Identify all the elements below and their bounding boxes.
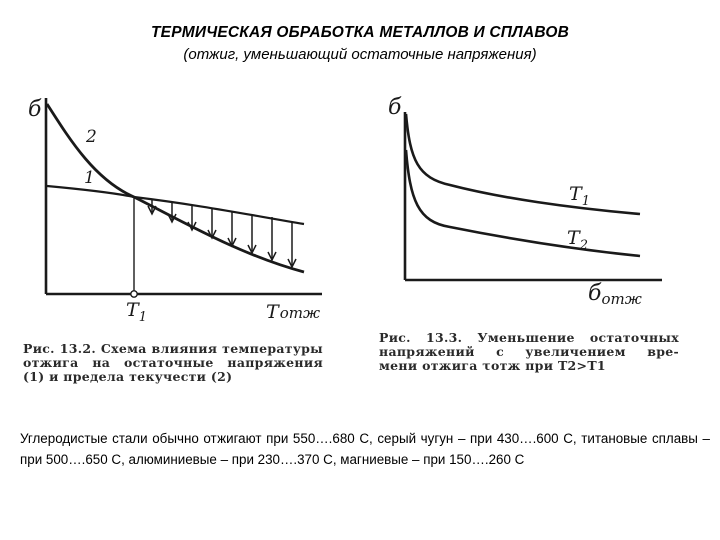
fig1-caption-line: (1) и предела текучести (2) (23, 369, 233, 384)
fig2-caption (379, 331, 679, 373)
fig2-curve-t1 (406, 114, 640, 214)
fig2-y-axis-label: б (388, 95, 402, 120)
fig2-caption-line: напряжений с увеличением вре- (379, 344, 679, 359)
fig1-t1-label: $T_1$ (126, 299, 147, 325)
figure-1 (28, 97, 322, 325)
fig1-curve-2-label: 2 (86, 127, 97, 147)
fig2-x-axis-label: ботж (588, 281, 642, 308)
fig1-curve-1-label: 1 (84, 168, 95, 188)
fig1-y-axis-label: б (28, 97, 42, 122)
page-subtitle: (отжиг, уменьшающий остаточные напряжения) (183, 46, 537, 63)
fig1-x-axis-label: Tотж (266, 301, 320, 323)
fig2-curve-t1-label: $T_1$ (569, 183, 590, 209)
fig1-caption-line: Рис. 13.2. Схема влияния температуры (23, 341, 323, 356)
fig2-caption-line: Рис. 13.3. Уменьшение остаточных (379, 330, 679, 345)
fig1-caption-line: отжига на остаточные напряжения (23, 355, 323, 370)
fig2-curve-t2-label: $T_2$ (567, 227, 588, 253)
fig1-caption (23, 342, 323, 384)
page-title: ТЕРМИЧЕСКАЯ ОБРАБОТКА МЕТАЛЛОВ И СПЛАВОВ (150, 24, 569, 41)
figure-2 (388, 95, 662, 308)
annealing-temperatures-paragraph: Углеродистые стали обычно отжигают при 550….680 С, серый чугун – при 430….600 С, титановые сплавы – при 500….650 С, алюминиевые – при 230….370 С, магниевые – при 150….260 С (20, 431, 710, 467)
fig1-t1-marker (131, 291, 137, 297)
fig2-caption-line: мени отжига τотж при T2>T1 (379, 358, 606, 373)
fig2-curve-t2 (406, 150, 640, 256)
